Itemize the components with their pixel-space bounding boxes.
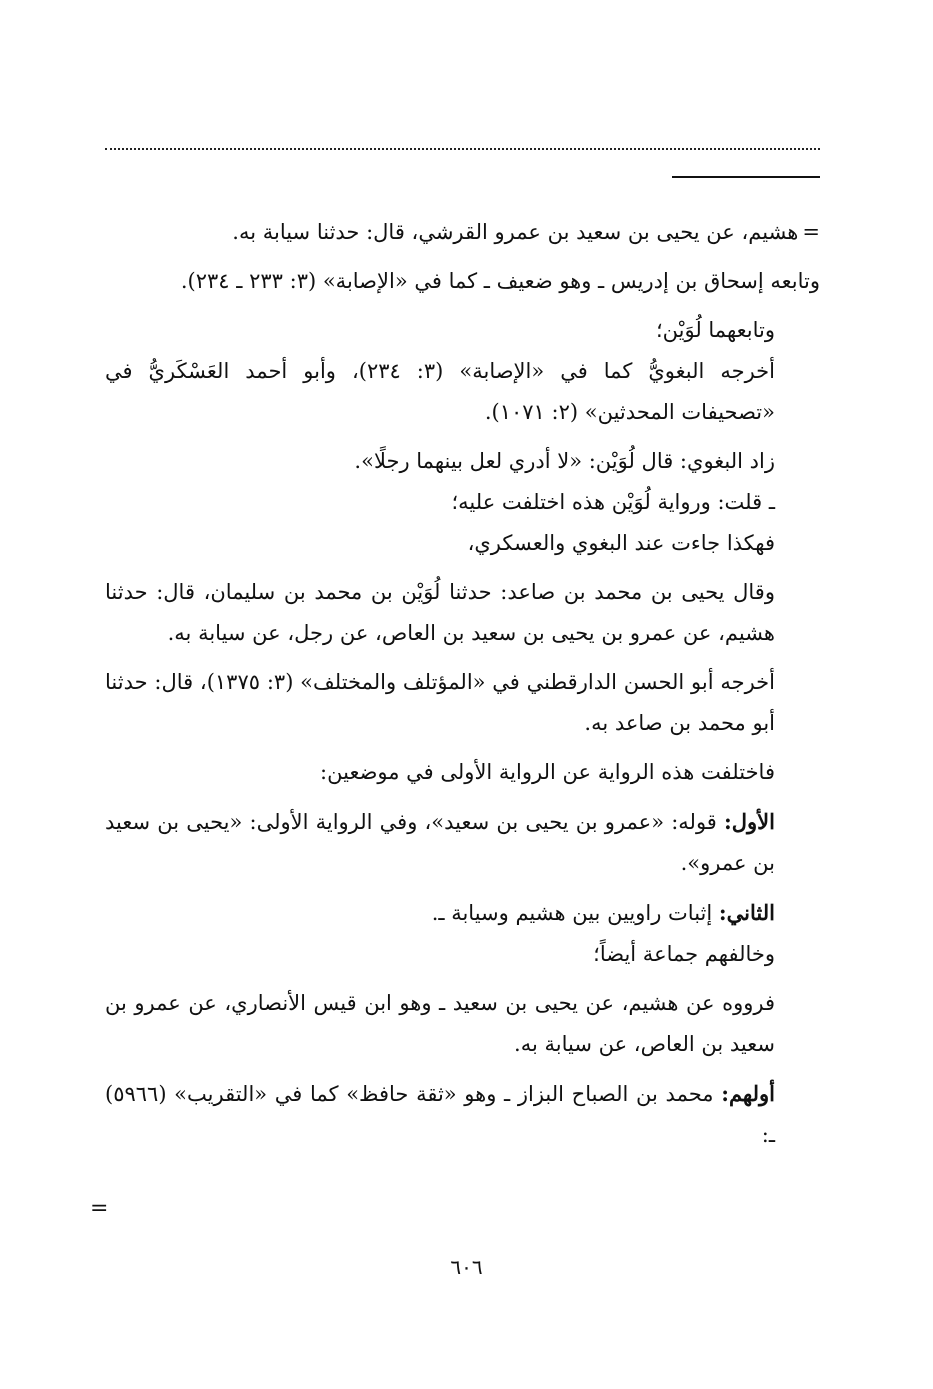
page-number: ٦٠٦ xyxy=(450,1255,483,1279)
paragraph-11: الأول: قوله: «عمرو بن يحيى بن سعيد»، وفي الرواية الأولى: «يحيى بن سعيد بن عمرو». xyxy=(105,809,775,875)
paragraph-8: وقال يحيى بن محمد بن صاعد: حدثنا لُوَيْن بن محمد بن سليمان، قال: حدثنا هشيم، عن عمرو بن يحيى بن سعيد بن العاص، عن رجل، عن سيابة به. xyxy=(105,580,775,645)
paragraph-15: أولهم: محمد بن الصباح البزاز ـ وهو «ثقة حافظ» كما في «التقريب» (٥٩٦٦) ـ: xyxy=(105,1081,775,1147)
paragraph-4: أخرجه البغويُّ كما في «الإصابة» (٣: ٢٣٤)، وأبو أحمد العَسْكَريُّ في «تصحيفات المحدثين» (٢: ١٠٧١). xyxy=(105,359,775,424)
paragraph-3: وتابعهما لُوَيْن؛ xyxy=(655,318,775,342)
lead-word-first-of-them: أولهم: xyxy=(721,1081,775,1106)
lead-word-first: الأول: xyxy=(724,809,775,834)
paragraph-13: وخالفهم جماعة أيضاً؛ xyxy=(593,942,775,966)
continuation-mark-start: = xyxy=(802,220,820,244)
paragraph-7: فهكذا جاءت عند البغوي والعسكري، xyxy=(467,531,775,555)
paragraph-12: الثاني: إثبات راويين بين هشيم وسيابة ـ. xyxy=(431,900,775,925)
paragraph-5: زاد البغوي: قال لُوَيْن: «لا أدري لعل بينهما رجلًا». xyxy=(354,449,775,473)
footnote-dotted-separator xyxy=(105,148,820,150)
paragraph-10: فاختلفت هذه الرواية عن الرواية الأولى في موضعين: xyxy=(320,760,775,784)
continuation-mark-end: = xyxy=(90,1196,109,1221)
footnote-text-block xyxy=(105,212,820,1156)
paragraph-1: =هشيم، عن يحيى بن سعيد بن عمرو القرشي، قال: حدثنا سيابة به. xyxy=(105,212,820,253)
paragraph-14: فرووه عن هشيم، عن يحيى بن سعيد ـ وهو ابن قيس الأنصاري، عن عمرو بن سعيد بن العاص، عن سيابة به. xyxy=(105,991,775,1056)
paragraph-9: أخرجه أبو الحسن الدارقطني في «المؤتلف والمختلف» (٣: ١٣٧٥)، قال: حدثنا أبو محمد بن صاعد به. xyxy=(105,670,775,735)
lead-word-second: الثاني: xyxy=(718,900,775,925)
paragraph-6: ـ قلت: ورواية لُوَيْن هذه اختلفت عليه؛ xyxy=(451,490,775,514)
paragraph-2: وتابعه إسحاق بن إدريس ـ وهو ضعيف ـ كما في «الإصابة» (٣: ٢٣٣ ـ ٢٣٤). xyxy=(180,269,820,293)
footnote-short-rule xyxy=(672,176,820,178)
